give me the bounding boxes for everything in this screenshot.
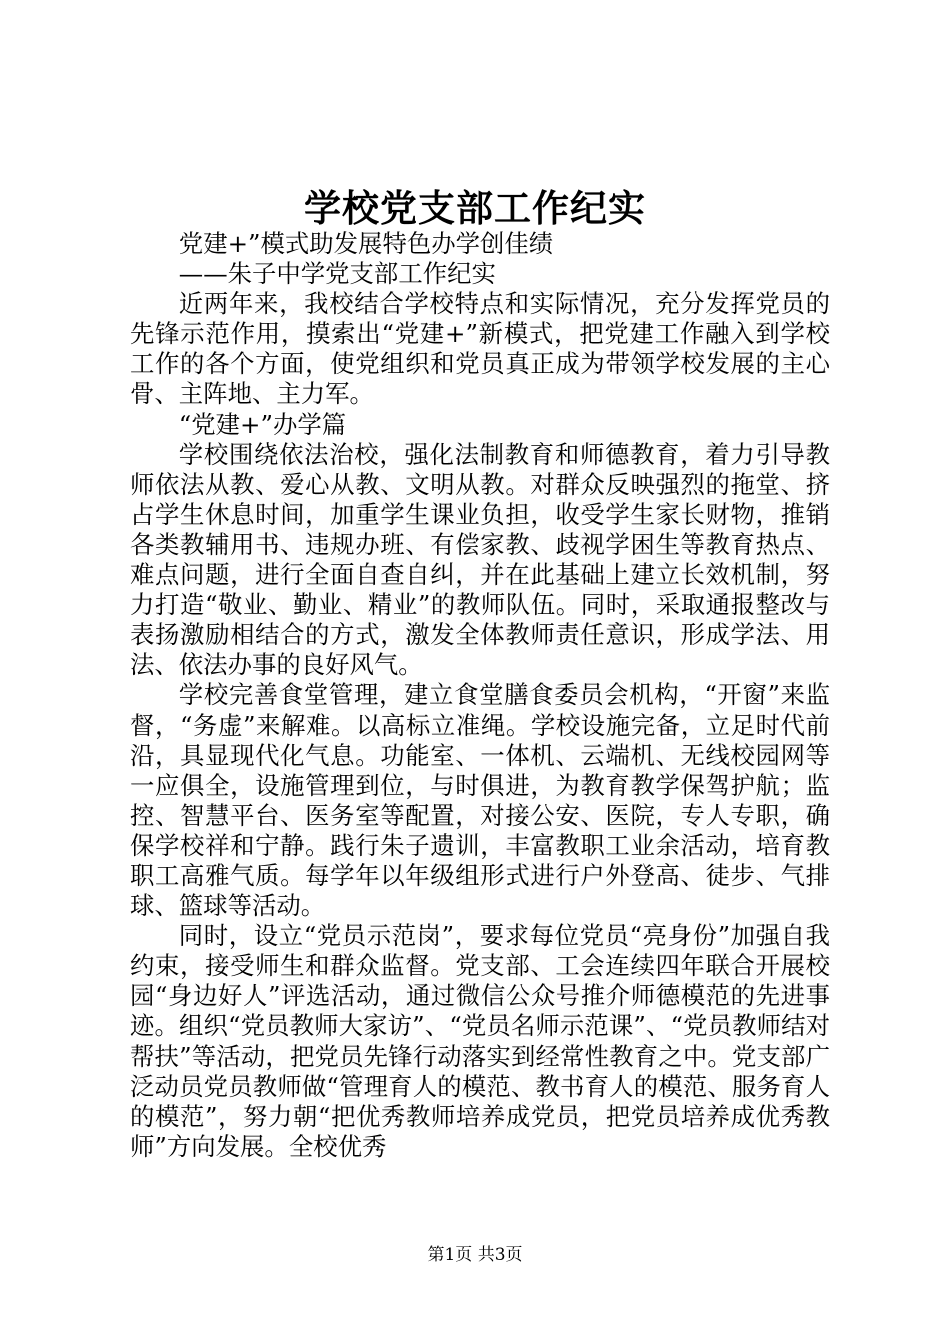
- body-paragraph: 同时，设立“党员示范岗”，要求每位党员“亮身份”加强自我约束，接受师生和群众监督。党支部、工会连续四年联合开展校园“身边好人”评选活动，通过微信公众号推介师德模范的先进事迹。组织“党员教师大家访”、“党员名师示范课”、“党员教师结对帮扶”等活动，把党员先锋行动落实到经常性教育之中。党支部广泛动员党员教师做“管理育人的模范、教书育人的模范、服务育人的模范”，努力朝“把优秀教师培养成党员，把党员培养成优秀教师”方向发展。全校优秀: [130, 921, 830, 1161]
- subtitle-line: 党建+”模式助发展特色办学创佳绩: [178, 229, 554, 258]
- section-heading: “党建+”办学篇: [178, 409, 347, 439]
- subtitle-byline: ——朱子中学党支部工作纪实: [178, 259, 496, 289]
- document-title: 学校党支部工作纪实: [304, 187, 646, 230]
- page-footer: 第1页 共3页: [427, 1245, 523, 1265]
- document-body: [130, 229, 830, 1162]
- body-paragraph: 近两年来，我校结合学校特点和实际情况，充分发挥党员的先锋示范作用，摸索出“党建+”新模式，把党建工作融入到学校工作的各个方面，使党组织和党员真正成为带领学校发展的主心骨、主阵地、主力军。: [130, 289, 830, 409]
- body-paragraph: 学校完善食堂管理，建立食堂膳食委员会机构，“开窗”来监督，“务虚”来解难。以高标立准绳。学校设施完备，立足时代前沿，具显现代化气息。功能室、一体机、云端机、无线校园网等一应俱全，设施管理到位，与时俱进，为教育教学保驾护航；监控、智慧平台、医务室等配置，对接公安、医院，专人专职，确保学校祥和宁静。践行朱子遗训，丰富教职工业余活动，培育教职工高雅气质。每学年以年级组形式进行户外登高、徒步、气排球、篮球等活动。: [130, 680, 830, 921]
- body-paragraph: 学校围绕依法治校，强化法制教育和师德教育，着力引导教师依法从教、爱心从教、文明从教。对群众反映强烈的拖堂、挤占学生休息时间，加重学生课业负担，收受学生家长财物，推销各类教辅用书、违规办班、有偿家教、歧视学困生等教育热点、难点问题，进行全面自查自纠，并在此基础上建立长效机制，努力打造“敬业、勤业、精业”的教师队伍。同时，采取通报整改与表扬激励相结合的方式，激发全体教师责任意识，形成学法、用法、依法办事的良好风气。: [130, 439, 830, 680]
